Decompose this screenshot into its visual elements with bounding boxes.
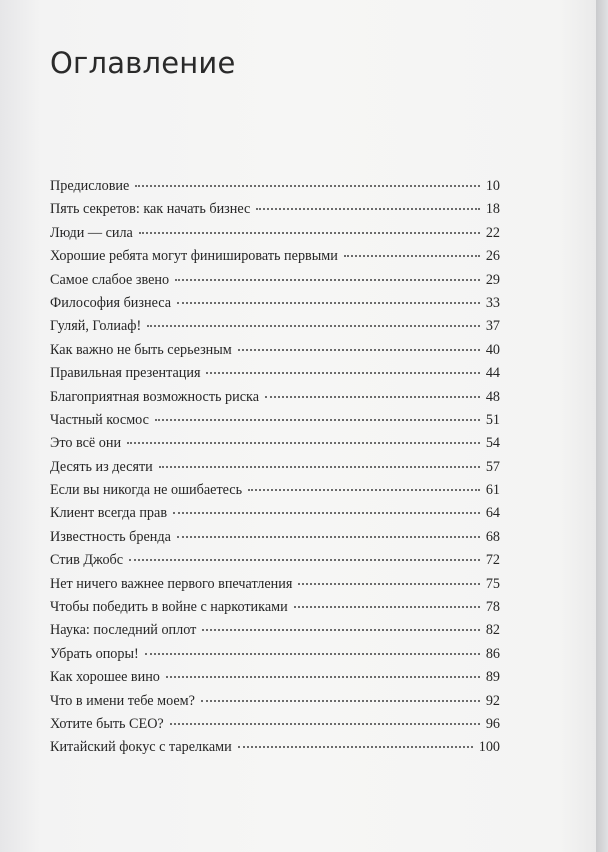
toc-dot-leader [238, 349, 480, 351]
toc-dot-leader [129, 559, 480, 561]
toc-entry [50, 295, 500, 318]
toc-entry-title: Люди — сила [50, 224, 133, 241]
toc-entry-page-number: 82 [485, 622, 500, 639]
toc-entry [50, 622, 500, 645]
toc-dot-leader [201, 700, 480, 702]
toc-entry [50, 365, 500, 388]
toc-dot-leader [166, 676, 480, 678]
toc-dot-leader [202, 629, 479, 631]
toc-dot-leader [145, 653, 480, 655]
toc-entry-title: Клиент всегда прав [50, 505, 168, 522]
toc-entry-page-number: 51 [485, 411, 500, 428]
toc-entry [50, 412, 500, 435]
toc-entry-page-number: 33 [485, 294, 500, 311]
toc-entry [50, 669, 500, 692]
toc-entry-title: Самое слабое звено [50, 271, 170, 288]
toc-dot-leader [147, 325, 480, 327]
toc-entry-title: Китайский фокус с тарелками [50, 739, 232, 756]
toc-entry-title: Предисловие [50, 178, 130, 194]
toc-dot-leader [127, 442, 480, 444]
toc-entry-title: Благоприятная возможность риска [50, 388, 259, 405]
toc-entry-title: Хорошие ребята могут финишировать первыми [50, 248, 338, 265]
toc-entry-page-number: 26 [485, 248, 500, 265]
toc-dot-leader [294, 606, 480, 608]
toc-entry [50, 459, 500, 482]
toc-dot-leader [173, 512, 480, 514]
toc-dot-leader [248, 489, 480, 491]
toc-dot-leader [238, 746, 473, 748]
toc-dot-leader [344, 255, 480, 257]
toc-entry [50, 178, 500, 201]
toc-entry-page-number: 86 [485, 645, 500, 662]
toc-entry-title: Убрать опоры! [50, 645, 139, 662]
toc-dot-leader [206, 372, 479, 374]
toc-dot-leader [175, 279, 480, 281]
toc-entry-title: Как важно не быть серьезным [50, 341, 232, 358]
toc-entry-title: Десять из десяти [50, 458, 153, 475]
toc-entry [50, 529, 500, 552]
toc-entry [50, 646, 500, 669]
toc-entry-page-number: 96 [485, 715, 500, 732]
toc-entry-page-number: 68 [485, 528, 500, 545]
toc-entry [50, 482, 500, 505]
toc-dot-leader [135, 185, 479, 187]
toc-entry-title: Как хорошее вино [50, 669, 160, 686]
toc-dot-leader [170, 723, 480, 725]
toc-entry-title: Наука: последний оплот [50, 622, 197, 639]
toc-dot-leader [298, 583, 479, 585]
toc-entry [50, 248, 500, 271]
toc-dot-leader [177, 302, 480, 304]
toc-entry-page-number: 22 [485, 224, 500, 241]
toc-entry-page-number: 61 [485, 482, 500, 499]
toc-entry [50, 435, 500, 458]
toc-entry-title: Это всё они [50, 435, 122, 452]
toc-dot-leader [265, 396, 480, 398]
page-edge [596, 0, 608, 852]
toc-entry [50, 739, 500, 762]
toc-entry-title: Стив Джобс [50, 552, 124, 569]
toc-entry [50, 318, 500, 341]
toc-dot-leader [155, 419, 480, 421]
toc-entry-page-number: 37 [485, 318, 500, 335]
toc-entry-page-number: 54 [485, 435, 500, 452]
toc-entry [50, 716, 500, 739]
toc-entry-page-number: 57 [485, 458, 500, 475]
toc-entry [50, 272, 500, 295]
toc-entry-page-number: 100 [478, 739, 500, 756]
page-title: Оглавление [50, 46, 236, 80]
toc-entry-page-number: 92 [485, 692, 500, 709]
toc-entry-title: Чтобы победить в войне с наркотиками [50, 599, 288, 616]
toc-entry [50, 693, 500, 716]
toc-entry-title: Хотите быть СЕО? [50, 715, 164, 732]
toc-entry-page-number: 72 [485, 552, 500, 569]
table-of-contents [50, 178, 500, 763]
toc-dot-leader [256, 208, 480, 210]
toc-entry-title: Правильная презентация [50, 365, 201, 382]
toc-entry-title: Философия бизнеса [50, 294, 172, 311]
toc-entry [50, 505, 500, 528]
toc-entry [50, 225, 500, 248]
toc-entry [50, 576, 500, 599]
toc-entry-page-number: 48 [485, 388, 500, 405]
toc-entry [50, 552, 500, 575]
toc-entry-page-number: 44 [485, 365, 500, 382]
toc-entry [50, 389, 500, 412]
toc-entry-title: Частный космос [50, 411, 149, 428]
toc-dot-leader [177, 536, 480, 538]
toc-dot-leader [159, 466, 480, 468]
toc-entry-page-number: 64 [485, 505, 500, 522]
toc-entry-page-number: 75 [485, 575, 500, 592]
toc-entry [50, 342, 500, 365]
toc-entry-page-number: 10 [485, 178, 500, 194]
toc-entry-page-number: 18 [485, 201, 500, 218]
toc-entry-title: Если вы никогда не ошибаетесь [50, 482, 243, 499]
toc-entry-title: Гуляй, Голиаф! [50, 318, 142, 335]
toc-entry-title: Пять секретов: как начать бизнес [50, 201, 251, 218]
toc-entry-title: Что в имени тебе моем? [50, 692, 195, 709]
toc-entry [50, 201, 500, 224]
toc-dot-leader [139, 232, 480, 234]
toc-entry-title: Нет ничего важнее первого впечатления [50, 575, 293, 592]
toc-entry-page-number: 29 [485, 271, 500, 288]
toc-entry-page-number: 78 [485, 599, 500, 616]
toc-entry-page-number: 40 [485, 341, 500, 358]
toc-entry-page-number: 89 [485, 669, 500, 686]
toc-entry [50, 599, 500, 622]
toc-entry-title: Известность бренда [50, 528, 171, 545]
